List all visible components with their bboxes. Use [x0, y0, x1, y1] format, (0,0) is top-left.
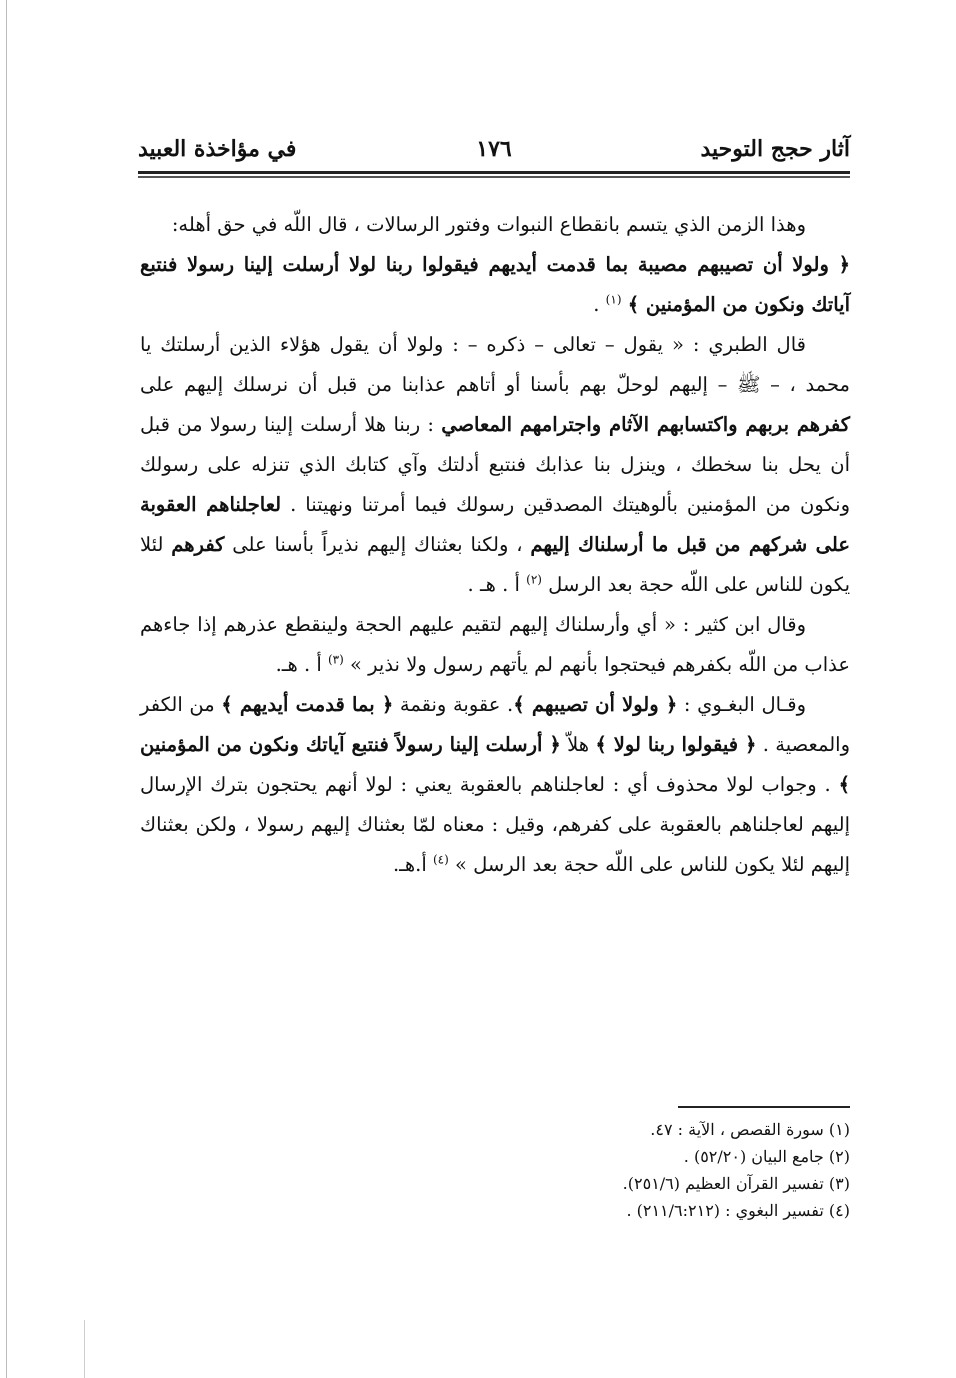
footnote: (٣) تفسير القرآن العظيم (٢٥١/٦).	[622, 1174, 850, 1193]
book-title: آثار حجج التوحيد	[700, 136, 850, 162]
footnote-separator	[678, 1106, 850, 1108]
paragraph: وهذا الزمن الذي يتسم بانقطاع النبوات وفتور الرسالات ، قال اللّه في حق أهله:	[171, 213, 806, 236]
page-margin-line	[6, 0, 7, 1378]
paragraph-ibn-kathir: وقال ابن كثير : « أي وأرسلناك إليهم لتقيم عليهم الحجة ولينقطع عذرهم إذا جاءهم عذاب من اللّه بكفرهم فيحتجوا بأنهم لم يأتهم رسول ولا نذير » $^{(٣)}$ أ . هـ.	[140, 613, 850, 676]
paragraph-baghawi: وقـال البغـوي : ﴿ ولولا أن تصيبهم ﴾. عقوبة ونقمة ﴿ بما قدمت أيديهم ﴾ من الكفر والمعصية . ﴿ فيقولوا ربنا لولا ﴾ هلاّ ﴿ أرسلت إلينا رسولاً فنتبع آياتك ونكون من المؤمنين ﴾ . وجواب لولا محذوف أي : لعاجلناهم بالعقوبة يعني : لولا أنهم يحتجون بترك الإرسال إليهم لعاجلناهم بالعقوبة على كفرهم، وقيل : معناه لمّا بعثناك إليهم رسولا ، ولكن بعثناك إليهم لئلا يكون للناس على اللّه حجة بعد الرسل » $^{(٤)}$ أ.هـ.	[140, 693, 850, 876]
chapter-title: في مؤاخذة العبيد	[138, 136, 297, 162]
footnote: (٤) تفسير البغوي : (٢١١/٦:٢١٢) .	[626, 1201, 850, 1220]
quran-verse: ﴿ ولولا أن تصيبهم مصيبة بما قدمت أيديهم فيقولوا ربنا لولا أرسلت إلينا رسولا فنتبع آياتك ونكون من المؤمنين ﴾ $^{(١)}$ .	[140, 253, 850, 316]
header-rule-thick	[138, 171, 850, 174]
header-rule-thin	[138, 176, 850, 178]
main-text	[140, 205, 850, 885]
page-margin-line-lower	[84, 1320, 85, 1378]
footnote: (٢) جامع البيان (٥٢/٢٠) .	[683, 1147, 850, 1166]
footnote: (١) سورة القصص ، الآية : ٤٧.	[650, 1120, 850, 1139]
paragraph-tabari: قال الطبري : « يقول – تعالى – ذكره – : ولولا أن يقول هؤلاء الذين أرسلتك يا محمد ، – ﷺ – إليهم لوحلّ بهم بأسنا أو أتاهم عذابنا من قبل أن نرسلك إليهم على كفرهم بربهم واكتسابهم الآثام واجترامهم المعاصي : ربنا هلا أرسلت إلينا رسولا من قبل أن يحل بنا سخطك ، وينزل بنا عذابك فنتبع أدلتك وآي كتابك الذي تنزله على رسولك ونكون من المؤمنين بألوهيتك المصدقين رسولك فيما أمرتنا ونهيتنا . لعاجلناهم العقوبة على شركهم من قبل ما أرسلناك إليهم ، ولكنا بعثناك إليهم نذيراً بأسنا على كفرهم لئلا يكون للناس على اللّه حجة بعد الرسل $^{(٢)}$ أ . هـ .	[140, 333, 851, 596]
page-number: ١٧٦	[476, 136, 512, 162]
page-header	[138, 136, 850, 170]
footnotes	[430, 1116, 850, 1224]
